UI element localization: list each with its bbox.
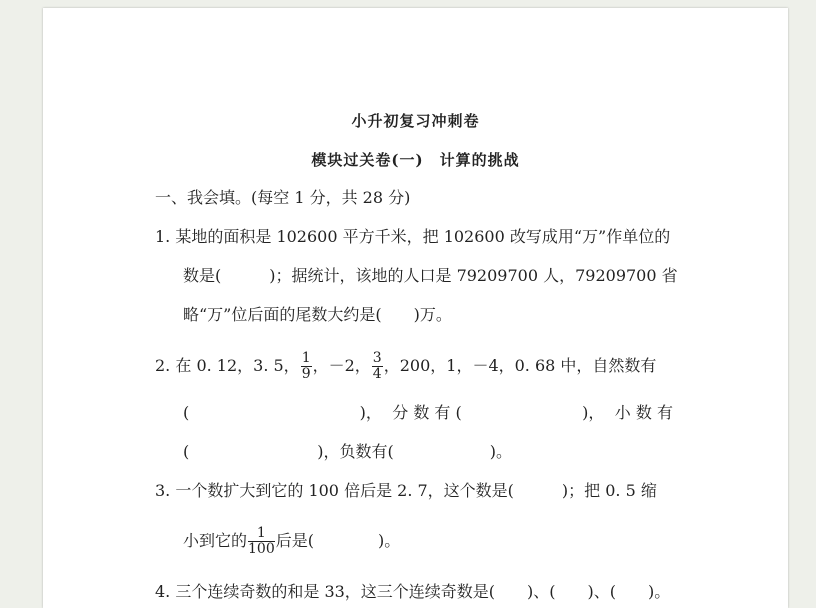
q3-line-1: 3. 一个数扩大到它的 100 倍后是 2. 7，这个数是( )；把 0. 5 缩 bbox=[155, 481, 657, 500]
q2-fractions-label: 分 数 有 ( bbox=[392, 403, 462, 422]
fraction-numerator: 1 bbox=[301, 350, 311, 366]
page-title: 小升初复习冲刺卷 bbox=[351, 112, 480, 130]
fraction-numerator: 1 bbox=[248, 526, 275, 542]
section-heading: 一、我会填。(每空 1 分，共 28 分) bbox=[155, 188, 411, 207]
q4-line-1: 4. 三个连续奇数的和是 33，这三个连续奇数是( )、( )、( )。 bbox=[155, 582, 671, 601]
q3-pre: 小到它的 bbox=[183, 531, 248, 550]
q1-line-3: 略“万”位后面的尾数大约是( )万。 bbox=[183, 305, 452, 324]
q2-pre: 2. 在 0. 12，3. 5， bbox=[155, 356, 300, 375]
q2-blank-close-2: )， bbox=[582, 403, 605, 422]
fraction-one-ninth bbox=[301, 351, 312, 382]
q2-mid: ，－2， bbox=[312, 356, 371, 375]
q3-post: 后是( )。 bbox=[275, 531, 401, 550]
fraction-denominator: 9 bbox=[301, 366, 311, 382]
page-subtitle: 模块过关卷(一) 计算的挑战 bbox=[311, 151, 520, 169]
document-page bbox=[43, 8, 788, 608]
q2-line-2 bbox=[183, 403, 673, 423]
fraction-one-hundredth bbox=[248, 526, 275, 557]
fraction-numerator: 3 bbox=[372, 350, 382, 366]
q2-blank-close: )， bbox=[359, 403, 382, 422]
q1-line-2: 数是( )；据统计，该地的人口是 79209700 人，79209700 省 bbox=[183, 266, 678, 285]
q1-line-1: 1. 某地的面积是 102600 平方千米，把 102600 改写成用“万”作单位的 bbox=[155, 227, 671, 246]
fraction-three-quarters bbox=[372, 351, 383, 382]
q2-line-3: ( )，负数有( )。 bbox=[183, 442, 512, 461]
q2-decimals-label: 小 数 有 bbox=[614, 403, 673, 422]
q2-blank-open: ( bbox=[183, 403, 190, 422]
q3-line-2 bbox=[183, 526, 400, 557]
q2-post: ，200，1，－4，0. 68 中，自然数有 bbox=[383, 356, 657, 375]
fraction-denominator: 100 bbox=[248, 541, 275, 557]
fraction-denominator: 4 bbox=[372, 366, 382, 382]
q2-line-1 bbox=[155, 351, 656, 382]
